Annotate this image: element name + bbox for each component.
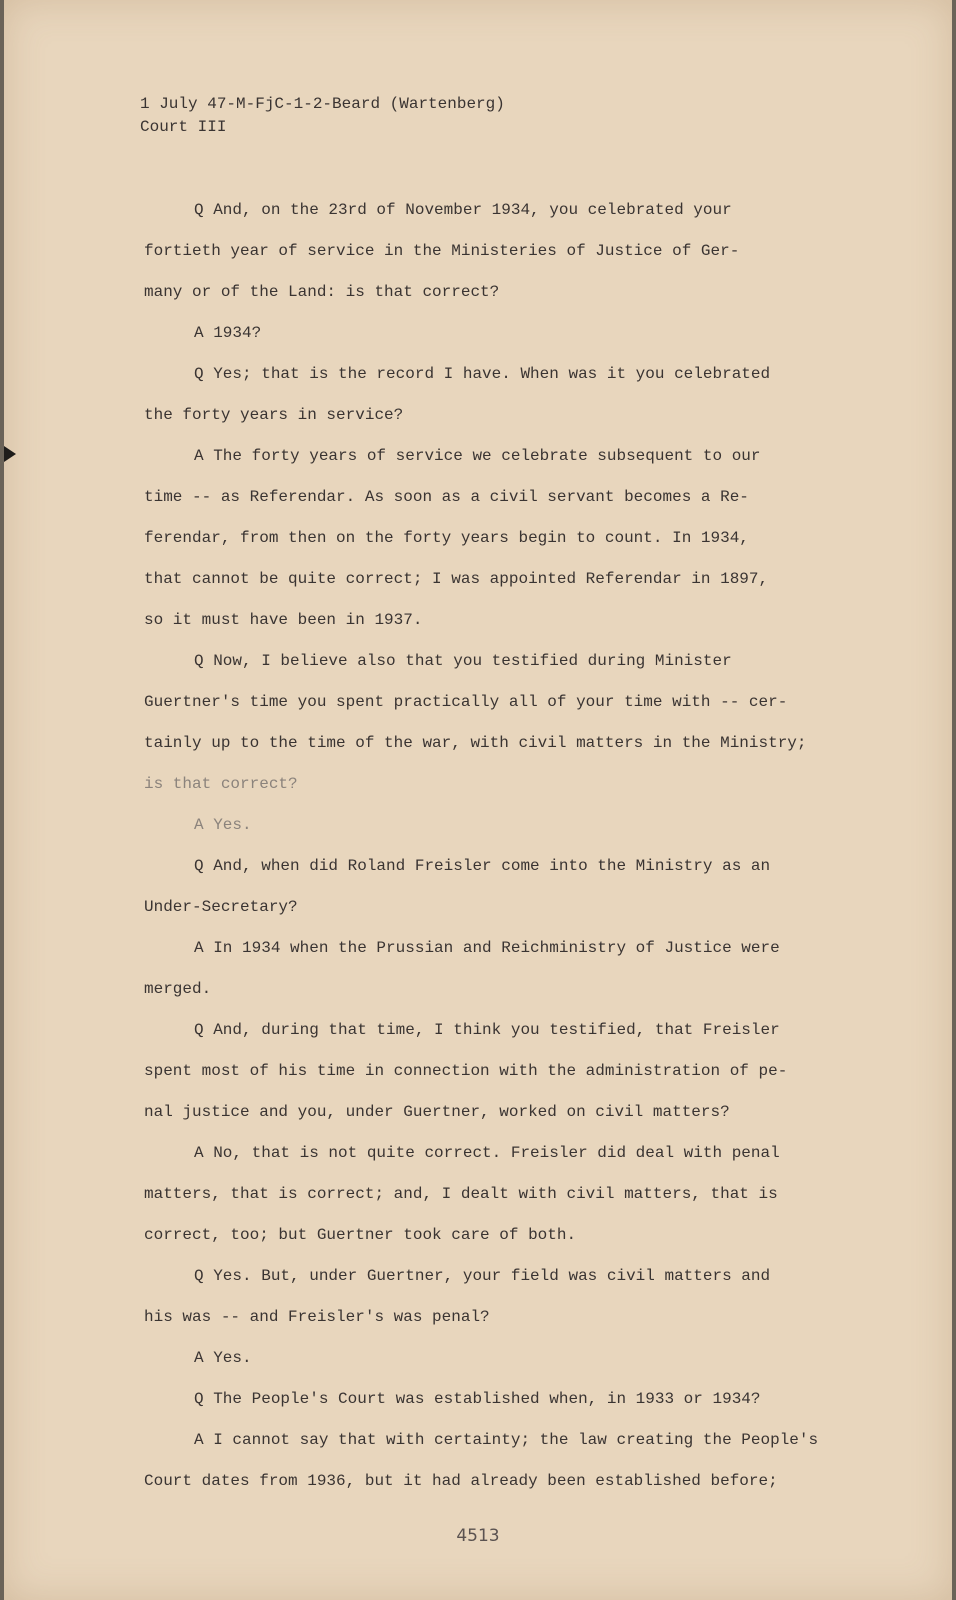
transcript-line: his was -- and Freisler's was penal? — [144, 1308, 490, 1326]
transcript-line: A In 1934 when the Prussian and Reichministry of Justice were — [194, 939, 780, 957]
transcript-line: Under-Secretary? — [144, 898, 298, 916]
transcript-line: A Yes. — [194, 1349, 252, 1367]
transcript-line: tainly up to the time of the war, with civil matters in the Ministry; — [144, 734, 807, 752]
transcript-line: Q Yes; that is the record I have. When was it you celebrated — [194, 365, 771, 383]
transcript-line: ferendar, from then on the forty years begin to count. In 1934, — [144, 529, 749, 547]
transcript-line: Q Yes. But, under Guertner, your field was civil matters and — [194, 1267, 771, 1285]
transcript-line: A The forty years of service we celebrate subsequent to our — [194, 447, 761, 465]
transcript-line: that cannot be quite correct; I was appointed Referendar in 1897, — [144, 570, 769, 588]
transcript-line: time -- as Referendar. As soon as a civil servant becomes a Re- — [144, 488, 749, 506]
transcript-line: is that correct? — [144, 775, 298, 793]
transcript-line: correct, too; but Guertner took care of both. — [144, 1226, 577, 1244]
transcript-line: A No, that is not quite correct. Freisler did deal with penal — [194, 1144, 780, 1162]
document-page — [4, 0, 952, 1600]
transcript-line: so it must have been in 1937. — [144, 611, 423, 629]
transcript-line: Q Now, I believe also that you testified during Minister — [194, 652, 732, 670]
transcript-line: Q And, during that time, I think you testified, that Freisler — [194, 1021, 780, 1039]
transcript-line: A Yes. — [194, 816, 252, 834]
binding-mark — [4, 446, 16, 462]
page-number: 4513 — [456, 1526, 500, 1546]
transcript-line: fortieth year of service in the Ministeries of Justice of Ger- — [144, 242, 740, 260]
transcript-line: Court dates from 1936, but it had already been established before; — [144, 1472, 778, 1490]
transcript-line: nal justice and you, under Guertner, worked on civil matters? — [144, 1103, 730, 1121]
transcript-line: matters, that is correct; and, I dealt with civil matters, that is — [144, 1185, 778, 1203]
transcript-line: spent most of his time in connection with the administration of pe- — [144, 1062, 788, 1080]
transcript-line: Q The People's Court was established when, in 1933 or 1934? — [194, 1390, 761, 1408]
transcript-line: A 1934? — [194, 324, 262, 342]
header-line-court: Court III — [140, 118, 227, 136]
transcript-line: the forty years in service? — [144, 406, 404, 424]
transcript-line: Guertner's time you spent practically all of your time with -- cer- — [144, 693, 788, 711]
transcript-body — [144, 190, 864, 1502]
header-line-date: 1 July 47-M-FjC-1-2-Beard (Wartenberg) — [140, 95, 505, 113]
transcript-line: merged. — [144, 980, 212, 998]
transcript-line: many or of the Land: is that correct? — [144, 283, 500, 301]
transcript-line: Q And, when did Roland Freisler come into the Ministry as an — [194, 857, 771, 875]
transcript-line: A I cannot say that with certainty; the law creating the People's — [194, 1431, 819, 1449]
document-header — [140, 93, 505, 139]
transcript-line: Q And, on the 23rd of November 1934, you celebrated your — [194, 201, 732, 219]
